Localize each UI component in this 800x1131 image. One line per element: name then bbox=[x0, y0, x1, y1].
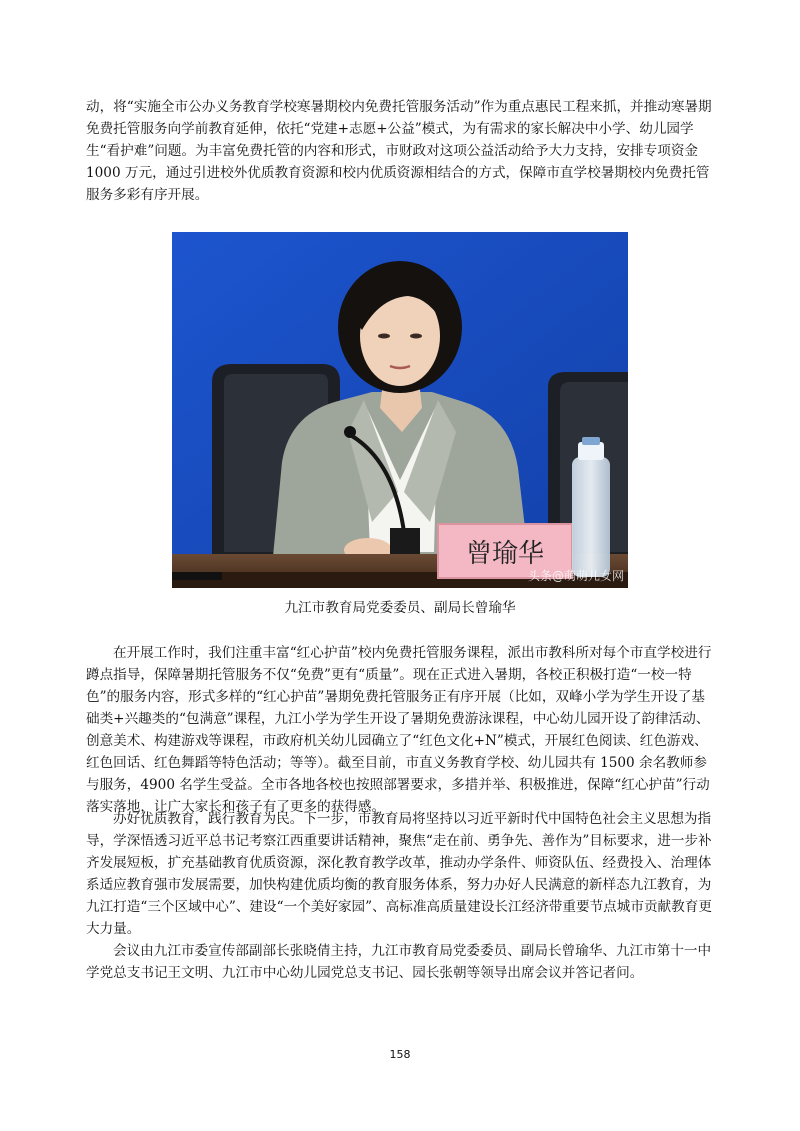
paragraph-next-steps: 办好优质教育，践行教育为民。下一步，市教育局将坚持以习近平新时代中国特色社会主义思想为指导，学深悟透习近平总书记考察江西重要讲话精神，聚焦“走在前、勇争先、善作为”目标要求，进一步补齐发展短板，扩充基础教育优质资源，深化教育教学改革，推动办学条件、师资队伍、经费投入、治理体系适应教育强市发展需要，加快构建优质均衡的教育服务体系，努力办好人民满意的新样态九江教育，为九江打造“三个区域中心”、建设“一个美好家园”、高标准高质量建设长江经济带重要节点城市贡献教育更大力量。 bbox=[86, 811, 712, 937]
press-conference-photo bbox=[172, 232, 628, 588]
page-number: 158 bbox=[389, 1048, 411, 1061]
nameplate-text: 曾瑜华 bbox=[465, 539, 545, 569]
photo-caption: 九江市教育局党委委员、副局长曾瑜华 bbox=[284, 600, 516, 616]
paragraph-work: 在开展工作时，我们注重丰富“红心护苗”校内免费托管服务课程，派出市教科所对每个市直学校进行蹲点指导，保障暑期托管服务不仅“免费”更有“质量”。现在正式进入暑期，各校正积极打造“一校一特色”的服务内容，形式多样的“红心护苗”暑期免费托管服务正有序开展（比如，双峰小学为学生开设了基础类+兴趣类的“包满意”课程，九江小学为学生开设了暑期免费游泳课程，中心幼儿园开设了韵律活动、创意美术、构建游戏等课程，市政府机关幼儿园确立了“红色文化+N”模式，开展红色阅读、红色游戏、红色回话、红色舞蹈等特色活动；等等）。截至目前，市直义务教育学校、幼儿园共有 1500 余名教师参与服务，4900 名学生受益。全市各地各校也按照部署要求，多措并举、积极推进，保障“红心护苗”行动落实落地，让广大家长和孩子有了更多的获得感。 bbox=[86, 645, 712, 815]
paragraph-meeting: 会议由九江市委宣传部副部长张晓倩主持，九江市教育局党委委员、副局长曾瑜华、九江市第十一中学党总支书记王文明、九江市中心幼儿园党总支书记、园长张朝等领导出席会议并答记者问。 bbox=[86, 943, 712, 981]
paragraph-intro: 动，将“实施全市公办义务教育学校寒暑期校内免费托管服务活动”作为重点惠民工程来抓，并推动寒暑期免费托管服务向学前教育延伸，依托“党建+志愿+公益”模式，为有需求的家长解决中小学、幼儿园学生“看护难”问题。为丰富免费托管的内容和形式，市财政对这项公益活动给予大力支持，安排专项资金 1000 万元，通过引进校外优质教育资源和校内优质资源相结合的方式，保障市直学校暑期校内免费托管服务多彩有序开展。 bbox=[86, 99, 712, 203]
watermark-text: 头条@萌萌儿女网 bbox=[527, 569, 624, 583]
